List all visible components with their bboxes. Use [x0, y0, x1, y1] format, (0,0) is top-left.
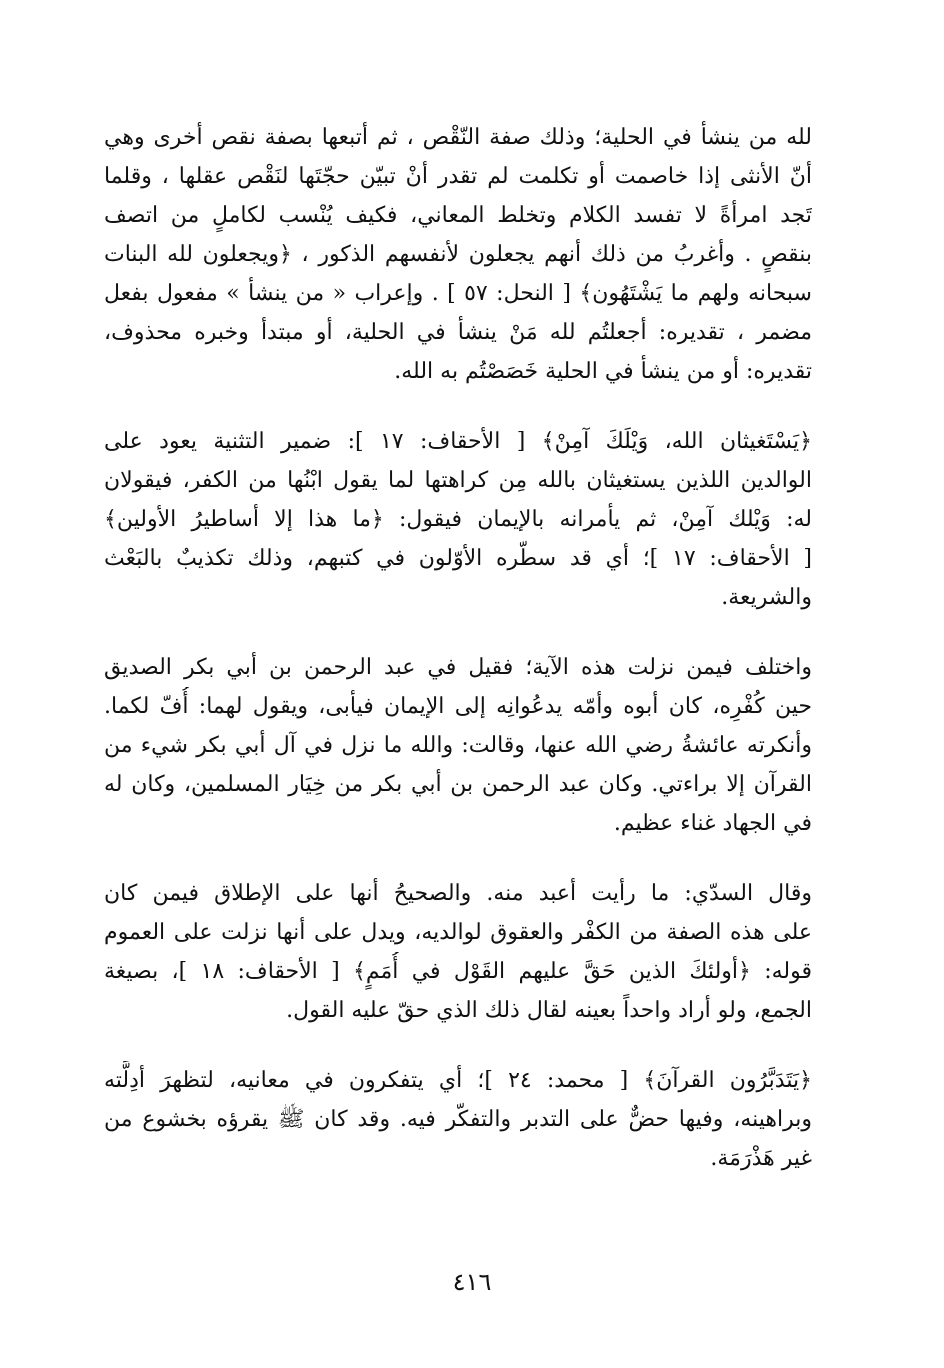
text-line: سبحانه ولهم ما يَشْتَهُون﴾ [ النحل: ٥٧ ] . وإعراب « من ينشأ » مفعول بفعل [104, 281, 812, 306]
text-line: لله من ينشأ في الحلية؛ وذلك صفة النّقْص ، ثم أتبعها بصفة نقص أخرى وهي [104, 125, 812, 150]
text-line: والشريعة. [721, 585, 812, 610]
text-line: [ الأحقاف: ١٧ ]؛ أي قد سطّره الأوّلون في كتبهم، وذلك تكذيبٌ بالبَعْث [104, 546, 812, 571]
paragraph-2 [104, 422, 812, 617]
text-line: مضمر ، تقديره: أجعلتُم لله مَنْ ينشأ في الحلية، أو مبتدأ وخبره محذوف، [104, 320, 812, 345]
text-line: تقديره: أو من ينشأ في الحلية خَصَصْتُم به الله. [394, 359, 812, 384]
text-line: الوالدين اللذين يستغيثان بالله مِن كراهتها لما يقول ابْنُها من الكفر، فيقولان [104, 468, 812, 493]
text-line: قوله: ﴿أولئكَ الذين حَقَّ عليهم القَوْل في أُمَمٍ﴾ [ الأحقاف: ١٨ ]، بصيغة [104, 959, 812, 984]
page-body [104, 118, 812, 1209]
text-line: له: وَيْلك آمِنْ، ثم يأمرانه بالإيمان فيقول: ﴿ما هذا إلا أساطيرُ الأولين﴾ [104, 507, 812, 532]
text-line: القرآن إلا براءتي. وكان عبد الرحمن بن أبي بكر من خِيَار المسلمين، وكان له [104, 772, 812, 797]
text-line: ﴿يَسْتَغيثان الله، وَيْلَكَ آمِنْ﴾ [ الأحقاف: ١٧ ]: ضمير التثنية يعود على [104, 429, 812, 454]
paragraph-1 [104, 118, 812, 391]
paragraph-4 [104, 874, 812, 1030]
paragraph-5 [104, 1061, 812, 1178]
text-line: على هذه الصفة من الكفْر والعقوق لوالديه، ويدل على أنها نزلت على العموم [104, 920, 812, 945]
paragraph-3 [104, 648, 812, 843]
text-line: غير هَذْرَمَة. [710, 1146, 812, 1171]
text-line: الجمع، ولو أراد واحداً بعينه لقال ذلك الذي حقّ عليه القول. [286, 998, 812, 1023]
text-line: وبراهينه، وفيها حضٌّ على التدبر والتفكّر فيه. وقد كان ﷺ يقرؤه بخشوع من [104, 1107, 812, 1132]
text-line: حين كُفْرِه، كان أبوه وأمّه يدعُوانِه إلى الإيمان فيأبى، ويقول لهما: أُفّ لكما. [104, 694, 812, 719]
text-line: بنقصٍ . وأغربُ من ذلك أنهم يجعلون لأنفسهم الذكور ، ﴿ويجعلون لله البنات [104, 242, 812, 267]
text-line: وأنكرته عائشةُ رضي الله عنها، وقالت: والله ما نزل في آل أبي بكر شيء من [104, 733, 812, 758]
text-line: أنّ الأنثى إذا خاصمت أو تكلمت لم تقدر أنْ تبيّن حجّتَها لنَقْص عقلها ، وقلما [104, 164, 812, 189]
text-line: ﴿يَتَدَبَّرُون القرآنَ﴾ [ محمد: ٢٤ ]؛ أي يتفكرون في معانيه، لتظهرَ أدِلَّته [104, 1068, 812, 1093]
text-line: في الجهاد غناء عظيم. [613, 811, 812, 836]
text-line: تَجد امرأةً لا تفسد الكلام وتخلط المعاني، فكيف يُنْسب لكاملٍ من اتصف [104, 203, 812, 228]
text-line: واختلف فيمن نزلت هذه الآية؛ فقيل في عبد الرحمن بن أبي بكر الصديق [104, 655, 812, 680]
page-number: ٤١٦ [452, 1268, 492, 1296]
text-line: وقال السدّي: ما رأيت أعبد منه. والصحيحُ أنها على الإطلاق فيمن كان [104, 881, 812, 906]
